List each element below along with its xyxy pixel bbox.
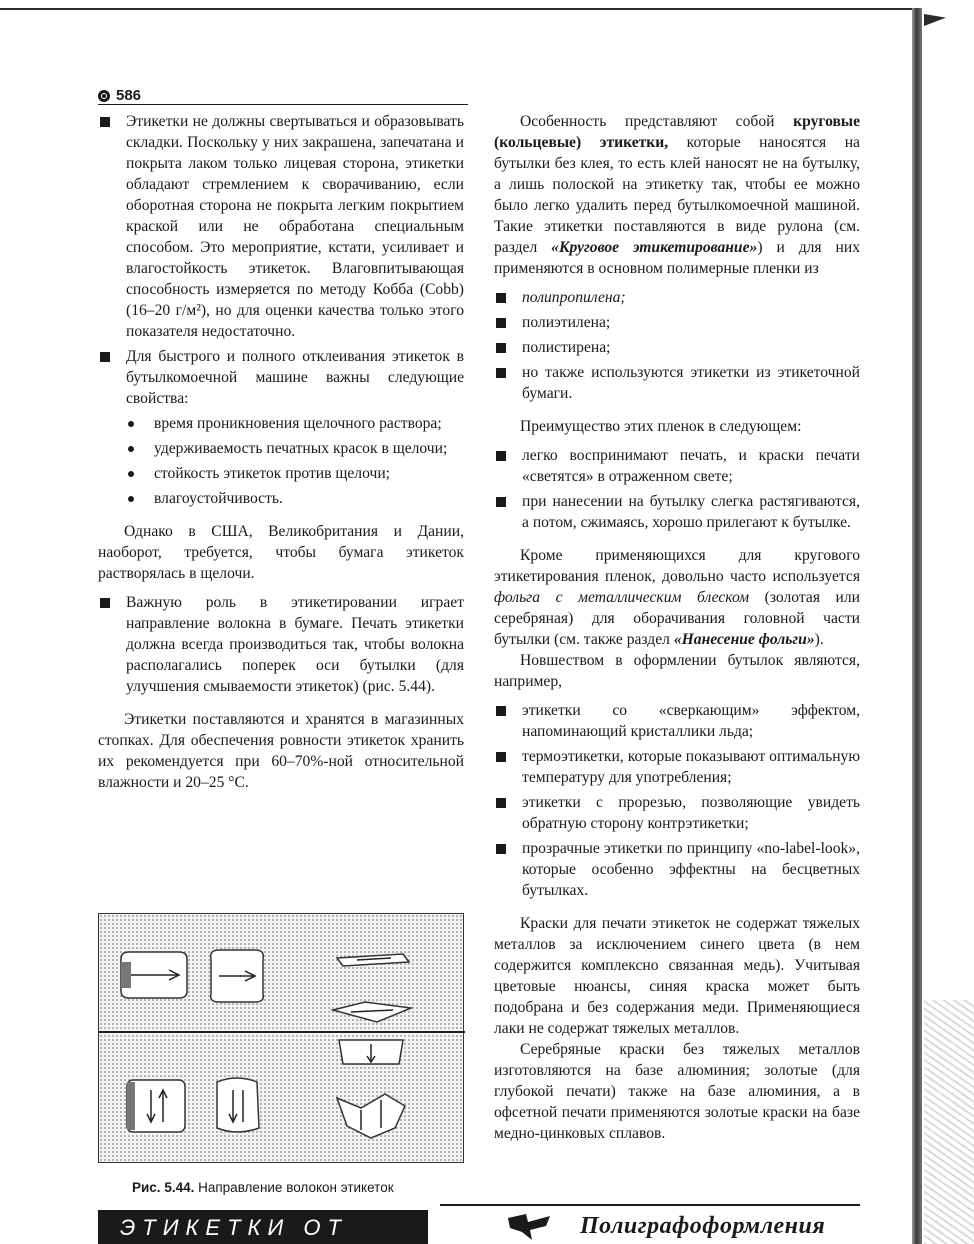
section-ref-foil: «Нанесение фольги» <box>673 631 815 648</box>
page-number-rule <box>98 104 468 105</box>
right-column <box>494 111 860 1144</box>
term-metal-foil: фольга с металлическим блеском <box>494 589 750 606</box>
list-item: при нанесении на бутылку слегка растягиваются, а потом, сжимаясь, хорошо прилегают к бутылке. <box>494 491 860 533</box>
page-number-text: 586 <box>116 87 142 104</box>
section-ref-circular-labeling: «Круговое этикетирование» <box>551 239 758 256</box>
publisher-logo-icon <box>506 1212 552 1242</box>
paragraph: Новшеством в оформлении бутылок являются, например, <box>494 652 860 690</box>
figure-caption <box>132 1180 394 1195</box>
paragraph: Преимущество этих пленок в следующем: <box>520 418 802 435</box>
term-circular-labels: круговые (кольцевые) этикетки, <box>494 113 860 151</box>
label-vertical-1 <box>127 1080 185 1132</box>
book-binding-edge <box>912 8 922 1244</box>
list-item: легко воспринимают печать, и краски печати «светятся» в отраженном свете; <box>494 445 860 487</box>
label-vertical-2 <box>217 1078 259 1132</box>
sublist-text: удерживаемость печатных красок в щелочи; <box>154 440 448 457</box>
list-item: но также используются этикетки из этикеточной бумаги. <box>494 362 860 404</box>
list-item: полипропилена; <box>494 287 860 308</box>
figure-5-44 <box>98 913 464 1163</box>
binding-mark <box>924 14 946 26</box>
figure-caption-text: Направление волокон этикеток <box>198 1180 394 1195</box>
list-item: полиэтилена; <box>494 312 860 333</box>
figure-caption-label: Рис. 5.44. <box>132 1180 195 1195</box>
label-vertical-3 <box>339 1040 403 1064</box>
paragraph: Однако в США, Великобритания и Дании, наоборот, требуется, чтобы бумага этикеток растворялась в щелочи. <box>98 523 464 582</box>
sublist-text: влагоустойчивость. <box>154 490 283 507</box>
label-vertical-4 <box>337 1094 405 1138</box>
sublist-text: стойкость этикеток против щелочи; <box>154 465 391 482</box>
paragraph: Кроме применяющихся для кругового этикетирования пленок, довольно часто используется фольга с металлическим блеском (золотая или серебряная) для оборачивания головной части бутылки (см. также раздел «Нанесение фольги»). <box>494 547 861 648</box>
paragraph: Для быстрого и полного отклеивания этикеток в бутылкомоечной машине важны следующие свойства: <box>126 348 464 407</box>
label-horizontal-3 <box>337 954 409 966</box>
list-item <box>98 413 464 434</box>
paragraph: Краски для печати этикеток не содержат тяжелых металлов за исключением синего цвета (в нем содержится комплексно связанная медь). Учитывая цветовые нюансы, синяя краска может быть подобрана и без содержания меди. Применяющиеся лаки не содержат тяжелых металлов. <box>494 915 860 1037</box>
paragraph: Особенность представляют собой круговые (кольцевые) этикетки, которые наносятся на бутылки без клея, то есть клей наносят не на бутылку, а лишь полоской на этикетку так, чтобы ее можно было легко удалить перед бутылкомоечной машиной. Такие этикетки поставляются в виде рулона (см. раздел «Круговое этикетирование») и для них применяются в основном полимерные пленки из <box>494 113 861 277</box>
sublist-text: время проникновения щелочного раствора; <box>154 415 442 432</box>
list-item: полистирена; <box>494 337 860 358</box>
left-column <box>98 111 464 793</box>
list-item <box>98 346 464 409</box>
paragraph: Важную роль в этикетировании играет направление волокна в бумаге. Печать этикетки должна всегда производиться так, чтобы волокна располагались поперек оси бутылки (для улучшения смываемости этикеток) (рис. 5.44). <box>126 594 464 695</box>
scan-noise <box>924 1000 974 1244</box>
paragraph: Этикетки поставляются и хранятся в магазинных стопках. Для обеспечения ровности этикеток хранить их рекомендуется при 60–70%-ной относительной влажности и 20–25 °C. <box>98 711 464 791</box>
footer-banner-text: ЭТИКЕТКИ ОТ <box>120 1215 348 1240</box>
label-horizontal-2 <box>211 950 264 1002</box>
list-item <box>98 488 464 509</box>
paragraph: Серебряные краски без тяжелых металлов изготовляются на базе алюминия; золотые (для глубокой печати) также на базе алюминия, а в офсетной печати применяются золотые краски на базе медно-цинковых сплавов. <box>494 1041 860 1142</box>
footer-banner-left <box>98 1210 428 1244</box>
list-item: этикетки с прорезью, позволяющие увидеть обратную сторону контрэтикетки; <box>494 792 860 834</box>
label-horizontal-4 <box>333 1002 411 1022</box>
list-item <box>98 438 464 459</box>
label-horizontal-1 <box>121 952 187 998</box>
label-fiber-diagram <box>99 914 465 1164</box>
page-number <box>98 87 141 104</box>
paragraph: Этикетки не должны свертываться и образовывать складки. Поскольку у них закрашена, запечатана и покрыта лаком только лицевая сторона, этикетки обладают стремлением к сворачиванию, если оборотная сторона не покрыта легким покрытием краской или не обработана специальным способом. Это мероприятие, кстати, усиливает и влагостойкость этикеток. Влаговпитывающая способность измеряется по методу Кобба (Cobb) (16–20 г/м²), но для оценки качества только этого показателя недостаточно. <box>126 113 464 340</box>
list-item: этикетки со «сверкающим» эффектом, напоминающий кристаллики льда; <box>494 700 860 742</box>
footer-rule <box>440 1204 860 1206</box>
list-item: термоэтикетки, которые показывают оптимальную температуру для употребления; <box>494 746 860 788</box>
page-bullet-icon <box>98 90 110 102</box>
list-item <box>98 463 464 484</box>
list-item <box>98 111 464 342</box>
list-item <box>98 592 464 697</box>
footer-publisher-title: Полиграфоформления <box>580 1213 826 1239</box>
top-rule <box>0 8 916 10</box>
list-item: прозрачные этикетки по принципу «no-label-look», которые особенно эффектны на бесцветных бутылках. <box>494 838 860 901</box>
